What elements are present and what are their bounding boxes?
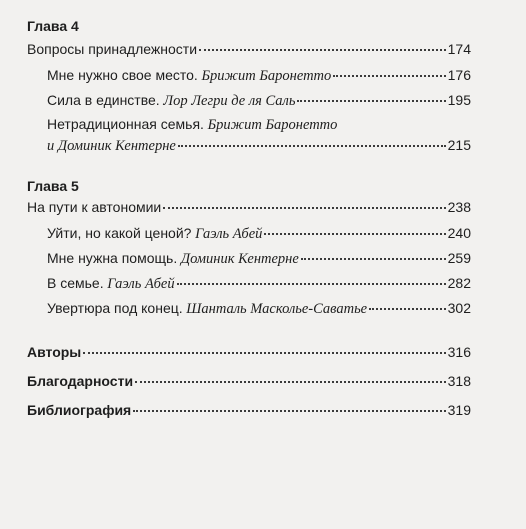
page-number: 174 xyxy=(447,41,471,57)
toc-entry-main[interactable] xyxy=(27,40,471,60)
toc-entry-bibliography[interactable] xyxy=(27,401,471,420)
toc-entry[interactable] xyxy=(47,274,471,294)
dot-leader xyxy=(264,233,445,235)
dot-leader xyxy=(199,49,446,51)
entry-author: Доминик Кентерне xyxy=(180,251,299,267)
entry-author: Гаэль Абей xyxy=(195,226,263,242)
toc-entry-continuation[interactable] xyxy=(47,136,471,156)
dot-leader xyxy=(83,352,445,354)
entry-title: Мне нужна помощь. xyxy=(47,250,178,266)
entry-author: Шанталь Масколье-Саватье xyxy=(186,301,368,317)
chapter-heading: Глава 5 xyxy=(27,178,79,194)
page-number: 302 xyxy=(447,300,471,316)
entry-title: Библиография xyxy=(27,402,132,418)
dot-leader xyxy=(301,258,446,260)
page-number: 195 xyxy=(447,92,471,108)
toc-entry[interactable] xyxy=(47,91,471,111)
show-through-text xyxy=(300,180,304,196)
dot-leader xyxy=(369,308,446,310)
entry-title: Благодарности xyxy=(27,373,134,389)
toc-entry[interactable] xyxy=(47,249,471,269)
dot-leader xyxy=(178,145,446,147)
page-number: 319 xyxy=(447,402,471,418)
entry-title: Мне нужно свое место. xyxy=(47,67,198,83)
entry-title: Авторы xyxy=(27,344,82,360)
dot-leader xyxy=(333,75,445,77)
toc-entry[interactable] xyxy=(47,115,471,135)
entry-author: Брижит Баронетто xyxy=(201,68,332,84)
entry-title: Увертюра под конец. xyxy=(47,300,183,316)
dot-leader xyxy=(135,381,446,383)
page-number: 316 xyxy=(447,344,471,360)
page-number: 240 xyxy=(447,225,471,241)
entry-title: Уйти, но какой ценой? xyxy=(47,225,192,241)
entry-title: Вопросы принадлежности xyxy=(27,41,198,57)
entry-title: В семье. xyxy=(47,275,104,291)
toc-entry-main[interactable] xyxy=(27,198,471,218)
page-number: 318 xyxy=(447,373,471,389)
page-number: 282 xyxy=(447,275,471,291)
toc-entry[interactable] xyxy=(47,66,471,86)
chapter-heading: Глава 4 xyxy=(27,18,79,34)
dot-leader xyxy=(133,410,445,412)
toc-entry[interactable] xyxy=(47,224,471,244)
entry-author-line2: и Доминик Кентерне xyxy=(47,138,176,154)
entry-author: Гаэль Абей xyxy=(107,276,175,292)
dot-leader xyxy=(163,207,445,209)
dot-leader xyxy=(177,283,446,285)
entry-title: На пути к автономии xyxy=(27,199,162,215)
toc-entry-acknowledgements[interactable] xyxy=(27,372,471,391)
page-number: 238 xyxy=(447,199,471,215)
entry-author: Лор Легри де ля Саль xyxy=(163,93,296,109)
toc-entry-authors[interactable] xyxy=(27,343,471,362)
page-number: 176 xyxy=(447,67,471,83)
page-number: 215 xyxy=(447,137,471,153)
entry-title: Сила в единстве. xyxy=(47,92,160,108)
toc-entry[interactable] xyxy=(47,299,471,319)
dot-leader xyxy=(297,100,445,102)
page-number: 259 xyxy=(447,250,471,266)
entry-author: Брижит Баронетто xyxy=(207,117,338,133)
entry-title: Нетрадиционная семья. xyxy=(47,116,204,132)
